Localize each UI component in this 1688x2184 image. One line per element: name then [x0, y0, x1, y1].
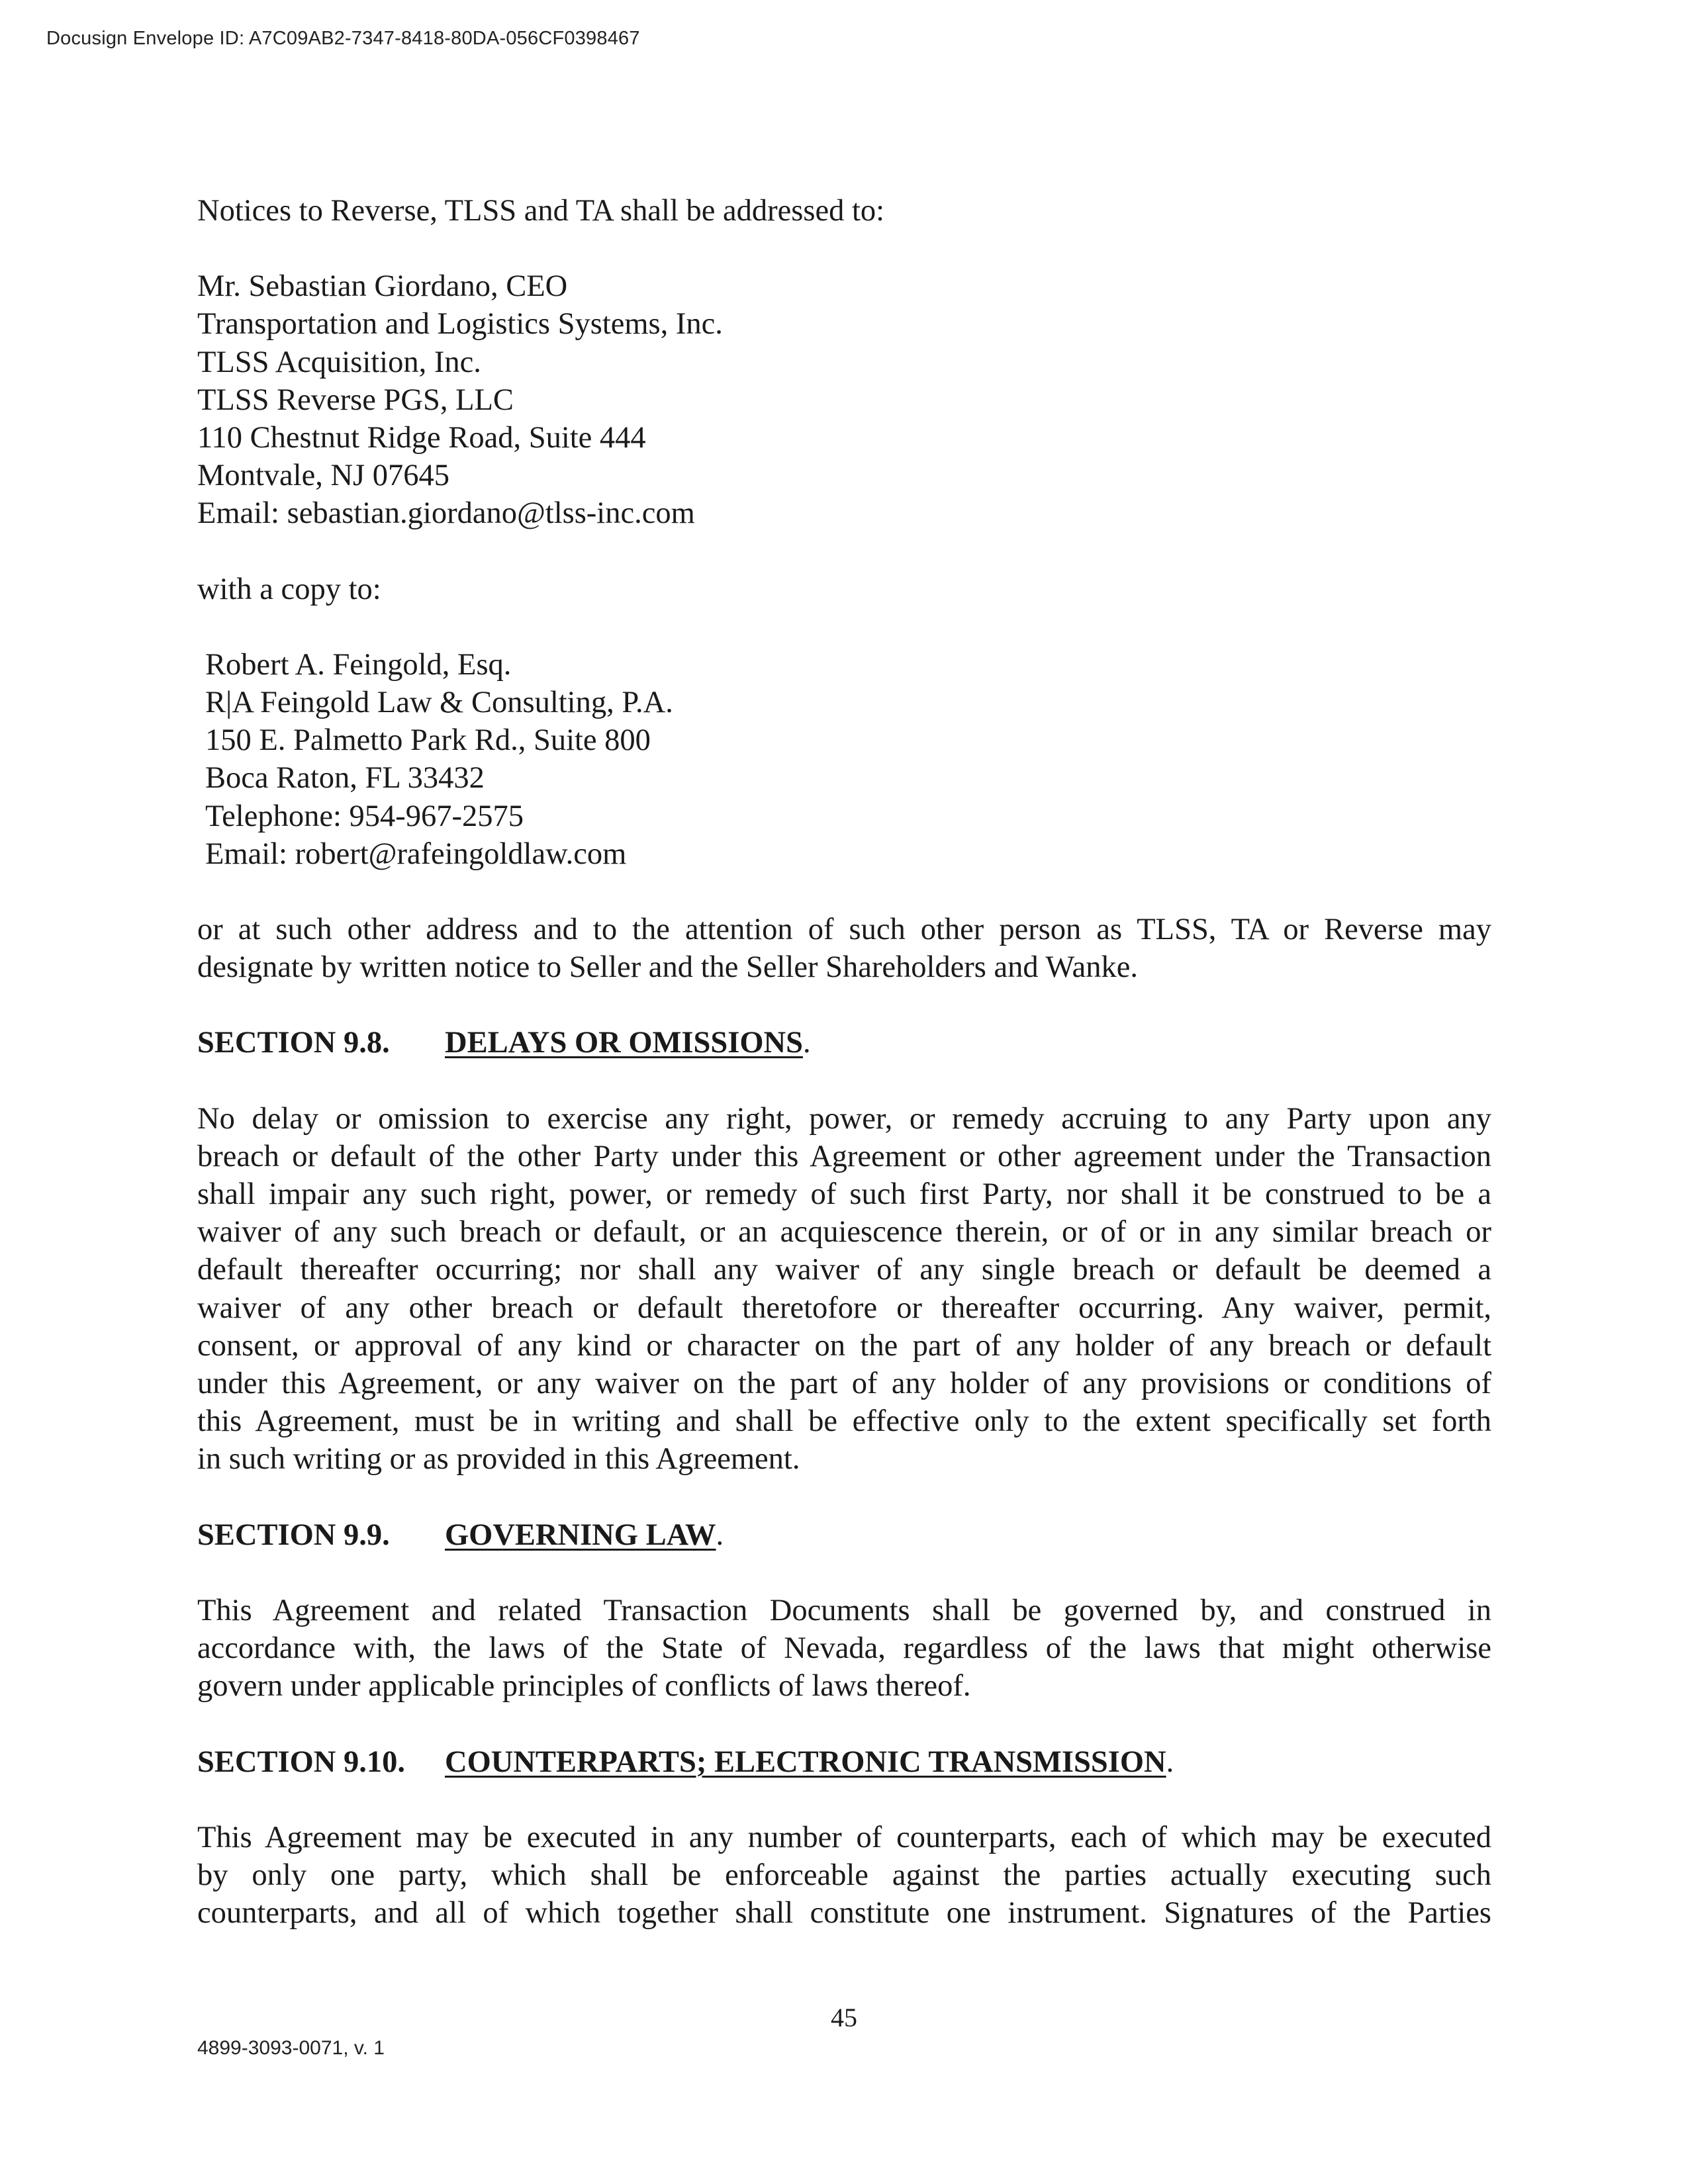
paragraph-line: This Agreement and related Transaction Documents shall be governed by, and construed in	[197, 1593, 1491, 1627]
section-heading-9-10	[197, 1743, 1491, 1781]
copy-line: Boca Raton, FL 33432	[205, 761, 485, 796]
copy-line: R|A Feingold Law & Consulting, P.A.	[205, 686, 673, 720]
paragraph-line: This Agreement may be executed in any number of counterparts, each of which may be executed	[197, 1820, 1491, 1854]
paragraph-line: shall impair any such right, power, or remedy of such first Party, nor shall it be construed to be a	[197, 1177, 1491, 1212]
copy-line: Robert A. Feingold, Esq.	[205, 647, 512, 682]
address-line: 110 Chestnut Ridge Road, Suite 444	[197, 421, 646, 455]
address-line: Mr. Sebastian Giordano, CEO	[197, 269, 568, 304]
envelope-id: Docusign Envelope ID: A7C09AB2-7347-8418-80DA-056CF0398467	[46, 28, 640, 49]
paragraph-line: No delay or omission to exercise any right, power, or remedy accruing to any Party upon any	[197, 1101, 1491, 1136]
document-body	[197, 192, 1491, 1932]
paragraph-line: govern under applicable principles of conflicts of laws thereof.	[197, 1669, 971, 1704]
section-title-period: .	[1166, 1745, 1174, 1779]
address-email: Email: sebastian.giordano@tlss-inc.com	[197, 496, 695, 531]
copy-address-block	[197, 646, 1491, 873]
copy-line: 150 E. Palmetto Park Rd., Suite 800	[205, 723, 651, 758]
paragraph-line: counterparts, and all of which together shall constitute one instrument. Signatures of the Parties	[197, 1896, 1491, 1931]
notices-closing-paragraph	[197, 911, 1491, 986]
section-title: DELAYS OR OMISSIONS	[445, 1026, 803, 1060]
notices-intro-text: Notices to Reverse, TLSS and TA shall be addressed to:	[197, 194, 885, 228]
paragraph-line: this Agreement, must be in writing and shall be effective only to the extent specifically set forth	[197, 1404, 1491, 1439]
copy-telephone: Telephone: 954-967-2575	[205, 799, 524, 833]
section-title: GOVERNING LAW	[445, 1518, 716, 1552]
section-paragraph-9-10	[197, 1819, 1491, 1933]
paragraph-line: waiver of any other breach or default theretofore or thereafter occurring. Any waiver, permit,	[197, 1291, 1491, 1325]
paragraph-line: by only one party, which shall be enforceable against the parties actually executing such	[197, 1858, 1491, 1892]
copy-email: Email: robert@rafeingoldlaw.com	[205, 837, 627, 871]
section-title-period: .	[716, 1518, 724, 1552]
address-line: Transportation and Logistics Systems, Inc.	[197, 307, 723, 341]
notices-intro	[197, 192, 1491, 230]
copy-intro: with a copy to:	[197, 572, 381, 606]
document-id-footer: 4899-3093-0071, v. 1	[197, 2037, 385, 2059]
paragraph-line: designate by written notice to Seller and the Seller Shareholders and Wanke.	[197, 950, 1138, 985]
notice-address-block	[197, 267, 1491, 532]
page-number: 45	[831, 2003, 857, 2032]
paragraph-line: breach or default of the other Party under this Agreement or other agreement under the Transaction	[197, 1139, 1491, 1173]
section-heading-9-9	[197, 1516, 1491, 1554]
paragraph-line: consent, or approval of any kind or character on the part of any holder of any breach or default	[197, 1328, 1491, 1363]
section-number: SECTION 9.10.	[197, 1745, 405, 1779]
paragraph-line: waiver of any such breach or default, or an acquiescence therein, or of or in any similar breach or	[197, 1215, 1491, 1250]
address-line: TLSS Acquisition, Inc.	[197, 345, 481, 379]
address-line: Montvale, NJ 07645	[197, 459, 450, 493]
section-number: SECTION 9.9.	[197, 1518, 390, 1552]
paragraph-line: default thereafter occurring; nor shall any waiver of any single breach or default be deemed a	[197, 1253, 1491, 1287]
section-paragraph-9-9	[197, 1592, 1491, 1706]
section-heading-9-8	[197, 1024, 1491, 1062]
section-title: COUNTERPARTS; ELECTRONIC TRANSMISSION	[445, 1745, 1166, 1779]
section-paragraph-9-8	[197, 1100, 1491, 1479]
paragraph-line: accordance with, the laws of the State of Nevada, regardless of the laws that might otherwise	[197, 1631, 1491, 1666]
paragraph-line: under this Agreement, or any waiver on the part of any holder of any provisions or conditions of	[197, 1367, 1491, 1401]
paragraph-line: or at such other address and to the attention of such other person as TLSS, TA or Reverse may	[197, 913, 1491, 947]
address-line: TLSS Reverse PGS, LLC	[197, 383, 514, 417]
section-number: SECTION 9.8.	[197, 1026, 390, 1060]
paragraph-line: in such writing or as provided in this Agreement.	[197, 1442, 800, 1477]
section-title-period: .	[802, 1026, 811, 1060]
